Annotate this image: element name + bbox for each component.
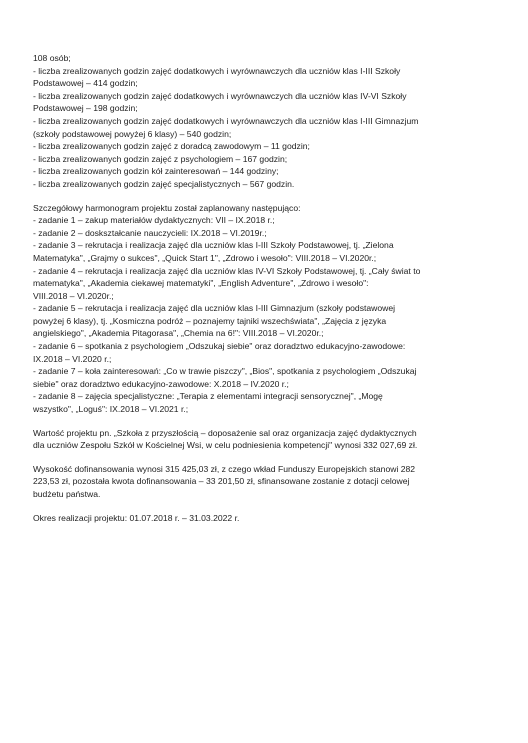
text-line: VIII.2018 – VI.2020r.;: [33, 290, 114, 301]
text-line: - liczba zrealizowanych godzin zajęć z psychologiem – 167 godzin;: [33, 153, 288, 164]
text-line: Podstawowej – 414 godzin;: [33, 78, 138, 89]
text-line: 223,53 zł, pozostała kwota dofinansowania – 33 201,50 zł, sfinansowane zostanie z dotacji celowej: [33, 476, 410, 487]
schedule-paragraph: [33, 202, 499, 416]
text-line: Matematyka", „Grajmy o sukces", „Quick Start 1", „Zdrowo i wesoło": VIII.2018 – VI.2020r.;: [33, 252, 377, 263]
text-line: - zadanie 7 – koła zainteresowań: „Co w trawie piszczy", „Bios", spotkania z psychologiem „Odszukaj: [33, 366, 417, 377]
text-line: IX.2018 – VI.2020 r.;: [33, 353, 112, 364]
text-line: - liczba zrealizowanych godzin kół zainteresowań – 144 godziny;: [33, 166, 279, 177]
text-line: - liczba zrealizowanych godzin zajęć dodatkowych i wyrównawczych dla uczniów klas IV-VI Szkoły: [33, 90, 407, 101]
text-line: Wartość projektu pn. „Szkoła z przyszłością – doposażenie sal oraz organizacja zajęć dydaktycznych: [33, 427, 417, 438]
text-line: powyżej 6 klasy), tj. „Kosmiczna podróż – poznajemy tajniki wszechświata", „Zajęcia z języka: [33, 315, 387, 326]
text-line: - zadanie 5 – rekrutacja i realizacja zajęć dla uczniów klas I-III Gimnazjum (szkoły podstawowej: [33, 303, 396, 314]
text-line: 108 osób;: [33, 53, 71, 63]
document-page: [33, 52, 499, 535]
text-line: - zadanie 6 – spotkania z psychologiem „Odszukaj siebie" oraz doradztwo edukacyjno-zawodowe:: [33, 341, 406, 352]
text-line: dla uczniów Zespołu Szkół w Kościelnej Wsi, w celu podniesienia kompetencji" wynosi 332 027,69 zł.: [33, 440, 418, 451]
participants-hours-list-paragraph: [33, 52, 499, 191]
text-line: siebie" oraz doradztwo edukacyjno-zawodowe: X.2018 – IV.2020 r.;: [33, 378, 289, 389]
project-value-paragraph: [33, 427, 499, 452]
text-line: budżetu państwa.: [33, 489, 101, 499]
text-line: Podstawowej – 198 godzin;: [33, 103, 138, 114]
text-line: Okres realizacji projektu: 01.07.2018 r. – 31.03.2022 r.: [33, 512, 240, 523]
text-line: matematyka", „Akademia ciekawej matematyki", „English Adventure", „Zdrowo i wesoło":: [33, 278, 369, 289]
realization-period-paragraph: [33, 512, 499, 525]
text-line: - liczba zrealizowanych godzin zajęć specjalistycznych – 567 godzin.: [33, 178, 295, 189]
text-line: - zadanie 1 – zakup materiałów dydaktycznych: VII – IX.2018 r.;: [33, 215, 275, 226]
text-line: wszystko", „Loguś": IX.2018 – VI.2021 r.;: [33, 404, 189, 415]
text-line: Szczegółowy harmonogram projektu został zaplanowany następująco:: [33, 202, 301, 213]
text-line: - liczba zrealizowanych godzin zajęć dodatkowych i wyrównawczych dla uczniów klas I-III Gimnazjum: [33, 115, 419, 126]
text-line: - liczba zrealizowanych godzin zajęć z doradcą zawodowym – 11 godzin;: [33, 141, 310, 152]
text-line: - liczba zrealizowanych godzin zajęć dodatkowych i wyrównawczych dla uczniów klas I-III Szkoły: [33, 65, 401, 76]
text-line: angielskiego", „Akademia Pitagorasa", „Chemia na 6!": VIII.2018 – VI.2020r.;: [33, 328, 324, 339]
text-line: - zadanie 2 – doskształcanie nauczycieli: IX.2018 – VI.2019r.;: [33, 227, 267, 238]
document-body: [33, 52, 499, 524]
text-line: - zadanie 3 – rekrutacja i realizacja zajęć dla uczniów klas I-III Szkoły Podstawowej, tj. „Zielona: [33, 240, 394, 251]
text-line: - zadanie 8 – zajęcia specjalistyczne: „Terapia z elementami integracji sensorycznej", „Mogę: [33, 391, 383, 402]
text-line: Wysokość dofinansowania wynosi 315 425,03 zł, z czego wkład Funduszy Europejskich stanowi 282: [33, 463, 416, 474]
text-line: - zadanie 4 – rekrutacja i realizacja zajęć dla uczniów klas IV-VI Szkoły Podstawowej, tj. „Cały świat to: [33, 265, 421, 276]
text-line: (szkoły podstawowej powyżej 6 klasy) – 540 godzin;: [33, 128, 232, 139]
funding-paragraph: [33, 463, 499, 501]
